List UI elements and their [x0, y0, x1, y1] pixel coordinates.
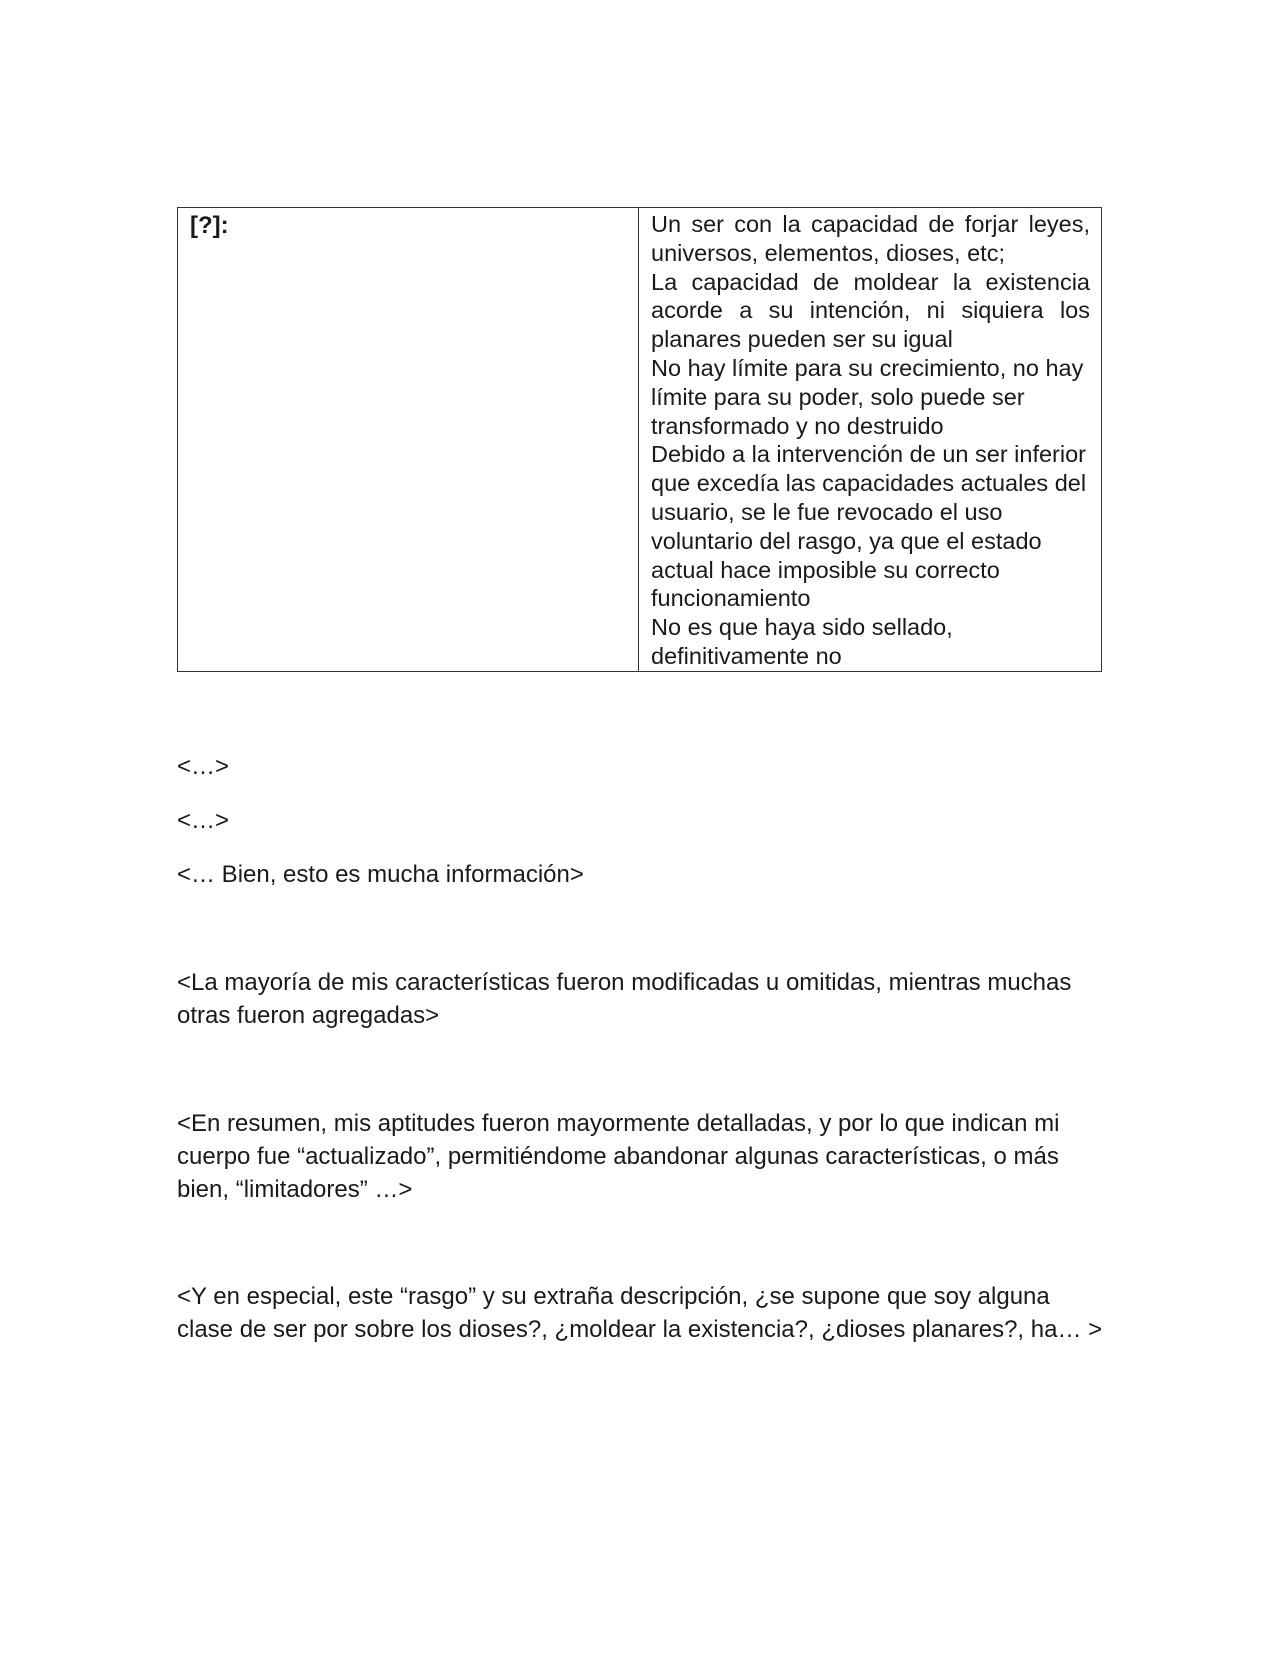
thought-line-1: <…>: [177, 753, 230, 780]
thought-line-6: <Y en especial, este “rasgo” y su extraña descripción, ¿se supone que soy alguna clase de ser por sobre los dioses?, ¿moldear la existencia?, ¿dioses planares?, ha… >: [177, 1283, 1103, 1343]
trait-description-line-5: No es que haya sido sellado, definitivamente no: [651, 614, 953, 669]
trait-name: [?]:: [190, 212, 229, 239]
thought-line-2: <…>: [177, 807, 230, 834]
trait-description-line-4: Debido a la intervención de un ser inferior que excedía las capacidades actuales del usuario, se le fue revocado el uso voluntario del rasgo, ya que el estado actual hace imposible su correcto funcionamiento: [651, 441, 1087, 612]
trait-description-line-2: La capacidad de moldear la existencia acorde a su intención, ni siquiera los planares pueden ser su igual: [651, 268, 1090, 353]
trait-description-cell: [639, 208, 1102, 672]
thought-line-3: <… Bien, esto es mucha información>: [177, 861, 584, 888]
trait-table: [177, 207, 1102, 672]
trait-description-line-1: Un ser con la capacidad de forjar leyes, universos, elementos, dioses, etc;: [651, 211, 1090, 266]
trait-name-cell: [178, 208, 639, 672]
thought-line-5: <En resumen, mis aptitudes fueron mayormente detalladas, y por lo que indican mi cuerpo fue “actualizado”, permitiéndome abandonar algunas características, o más bien, “limitadores” …>: [177, 1110, 1060, 1203]
thought-line-4: <La mayoría de mis características fueron modificadas u omitidas, mientras muchas otras fueron agregadas>: [177, 969, 1072, 1029]
trait-description: [639, 208, 1101, 671]
trait-description-line-3: No hay límite para su crecimiento, no hay límite para su poder, solo puede ser transformado y no destruido: [651, 354, 1084, 439]
trait-row: [178, 208, 1102, 672]
